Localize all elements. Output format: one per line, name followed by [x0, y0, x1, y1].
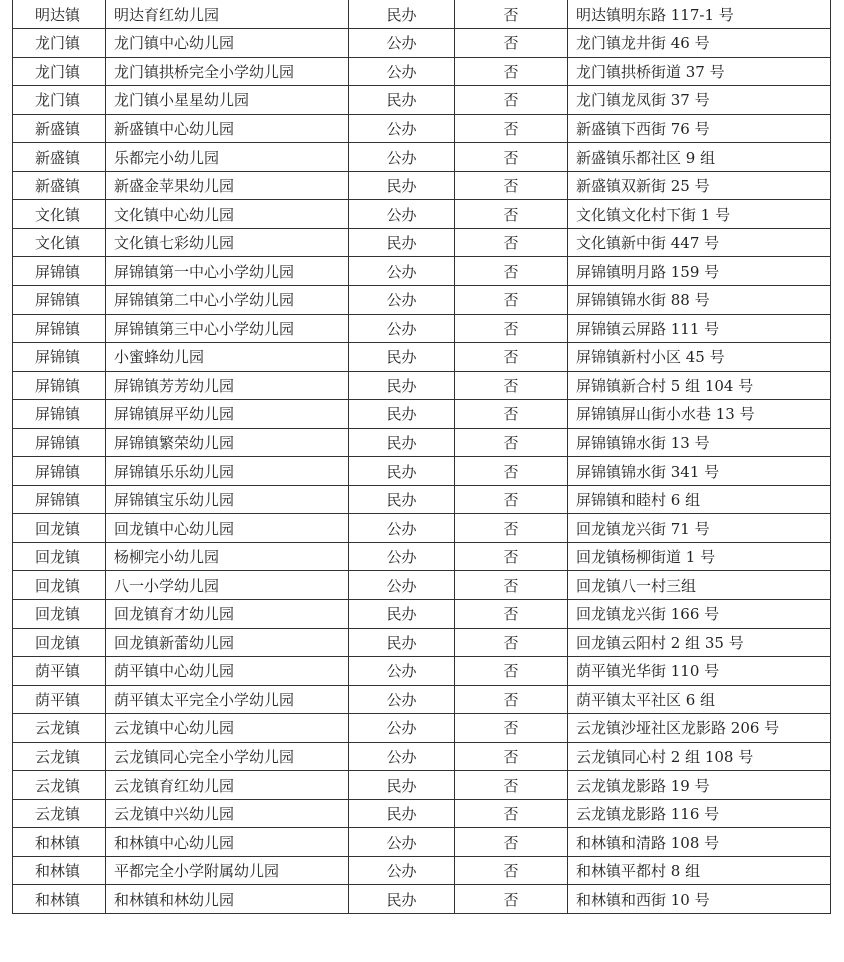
kindergarten-table-page: [12, 0, 830, 914]
table-row: [13, 828, 831, 857]
kindergarten-name-cell: 屏锦镇第二中心小学幼儿园: [106, 285, 349, 314]
status-cell: 否: [455, 799, 568, 828]
status-cell: 否: [455, 428, 568, 457]
town-cell: 新盛镇: [13, 143, 106, 172]
ownership-type-cell: 民办: [349, 371, 455, 400]
table-row: [13, 343, 831, 372]
kindergarten-name-cell: 龙门镇拱桥完全小学幼儿园: [106, 57, 349, 86]
ownership-type-cell: 公办: [349, 29, 455, 58]
town-cell: 云龙镇: [13, 799, 106, 828]
table-row: [13, 571, 831, 600]
address-cell: 龙门镇龙井街 46 号: [568, 29, 831, 58]
status-cell: 否: [455, 200, 568, 229]
table-row: [13, 856, 831, 885]
status-cell: 否: [455, 143, 568, 172]
table-row: [13, 228, 831, 257]
address-cell: 回龙镇龙兴街 166 号: [568, 599, 831, 628]
address-cell: 荫平镇光华街 110 号: [568, 657, 831, 686]
ownership-type-cell: 民办: [349, 885, 455, 914]
status-cell: 否: [455, 228, 568, 257]
town-cell: 回龙镇: [13, 599, 106, 628]
status-cell: 否: [455, 771, 568, 800]
table-body: [13, 0, 831, 914]
status-cell: 否: [455, 742, 568, 771]
status-cell: 否: [455, 599, 568, 628]
status-cell: 否: [455, 514, 568, 543]
address-cell: 新盛镇双新街 25 号: [568, 171, 831, 200]
status-cell: 否: [455, 571, 568, 600]
town-cell: 屏锦镇: [13, 485, 106, 514]
kindergarten-name-cell: 云龙镇同心完全小学幼儿园: [106, 742, 349, 771]
address-cell: 龙门镇拱桥街道 37 号: [568, 57, 831, 86]
table-row: [13, 171, 831, 200]
kindergarten-name-cell: 屏锦镇繁荣幼儿园: [106, 428, 349, 457]
table-row: [13, 657, 831, 686]
kindergarten-name-cell: 屏锦镇乐乐幼儿园: [106, 457, 349, 486]
town-cell: 龙门镇: [13, 57, 106, 86]
kindergarten-name-cell: 屏锦镇屏平幼儿园: [106, 400, 349, 429]
ownership-type-cell: 公办: [349, 542, 455, 571]
town-cell: 龙门镇: [13, 29, 106, 58]
town-cell: 新盛镇: [13, 171, 106, 200]
town-cell: 和林镇: [13, 856, 106, 885]
status-cell: 否: [455, 657, 568, 686]
address-cell: 和林镇和西街 10 号: [568, 885, 831, 914]
address-cell: 和林镇平都村 8 组: [568, 856, 831, 885]
status-cell: 否: [455, 485, 568, 514]
table-row: [13, 714, 831, 743]
address-cell: 龙门镇龙凤街 37 号: [568, 86, 831, 115]
kindergarten-name-cell: 屏锦镇第三中心小学幼儿园: [106, 314, 349, 343]
ownership-type-cell: 民办: [349, 771, 455, 800]
town-cell: 屏锦镇: [13, 428, 106, 457]
town-cell: 屏锦镇: [13, 314, 106, 343]
ownership-type-cell: 民办: [349, 171, 455, 200]
town-cell: 龙门镇: [13, 86, 106, 115]
kindergarten-name-cell: 荫平镇太平完全小学幼儿园: [106, 685, 349, 714]
address-cell: 屏锦镇屏山街小水巷 13 号: [568, 400, 831, 429]
address-cell: 回龙镇云阳村 2 组 35 号: [568, 628, 831, 657]
kindergarten-name-cell: 和林镇和林幼儿园: [106, 885, 349, 914]
table-row: [13, 314, 831, 343]
ownership-type-cell: 公办: [349, 685, 455, 714]
kindergarten-name-cell: 龙门镇中心幼儿园: [106, 29, 349, 58]
address-cell: 云龙镇同心村 2 组 108 号: [568, 742, 831, 771]
kindergarten-name-cell: 杨柳完小幼儿园: [106, 542, 349, 571]
status-cell: 否: [455, 114, 568, 143]
town-cell: 屏锦镇: [13, 457, 106, 486]
status-cell: 否: [455, 171, 568, 200]
kindergarten-name-cell: 乐都完小幼儿园: [106, 143, 349, 172]
ownership-type-cell: 民办: [349, 428, 455, 457]
table-row: [13, 114, 831, 143]
kindergarten-name-cell: 回龙镇育才幼儿园: [106, 599, 349, 628]
town-cell: 云龙镇: [13, 714, 106, 743]
status-cell: 否: [455, 828, 568, 857]
ownership-type-cell: 民办: [349, 628, 455, 657]
ownership-type-cell: 公办: [349, 657, 455, 686]
address-cell: 屏锦镇锦水街 341 号: [568, 457, 831, 486]
town-cell: 和林镇: [13, 885, 106, 914]
town-cell: 屏锦镇: [13, 400, 106, 429]
kindergarten-name-cell: 屏锦镇宝乐幼儿园: [106, 485, 349, 514]
status-cell: 否: [455, 885, 568, 914]
ownership-type-cell: 公办: [349, 114, 455, 143]
table-row: [13, 771, 831, 800]
table-row: [13, 29, 831, 58]
ownership-type-cell: 民办: [349, 599, 455, 628]
status-cell: 否: [455, 257, 568, 286]
town-cell: 回龙镇: [13, 542, 106, 571]
ownership-type-cell: 公办: [349, 742, 455, 771]
table-row: [13, 685, 831, 714]
ownership-type-cell: 公办: [349, 314, 455, 343]
address-cell: 屏锦镇和睦村 6 组: [568, 485, 831, 514]
town-cell: 新盛镇: [13, 114, 106, 143]
ownership-type-cell: 公办: [349, 514, 455, 543]
kindergarten-name-cell: 回龙镇中心幼儿园: [106, 514, 349, 543]
address-cell: 新盛镇下西街 76 号: [568, 114, 831, 143]
status-cell: 否: [455, 628, 568, 657]
status-cell: 否: [455, 314, 568, 343]
status-cell: 否: [455, 371, 568, 400]
kindergarten-name-cell: 屏锦镇第一中心小学幼儿园: [106, 257, 349, 286]
kindergarten-name-cell: 小蜜蜂幼儿园: [106, 343, 349, 372]
town-cell: 屏锦镇: [13, 371, 106, 400]
status-cell: 否: [455, 400, 568, 429]
ownership-type-cell: 公办: [349, 714, 455, 743]
ownership-type-cell: 公办: [349, 828, 455, 857]
town-cell: 回龙镇: [13, 514, 106, 543]
town-cell: 荫平镇: [13, 657, 106, 686]
table-row: [13, 285, 831, 314]
kindergarten-name-cell: 云龙镇中兴幼儿园: [106, 799, 349, 828]
kindergarten-name-cell: 新盛镇中心幼儿园: [106, 114, 349, 143]
ownership-type-cell: 民办: [349, 799, 455, 828]
status-cell: 否: [455, 542, 568, 571]
ownership-type-cell: 公办: [349, 57, 455, 86]
kindergarten-name-cell: 新盛金苹果幼儿园: [106, 171, 349, 200]
kindergarten-name-cell: 明达育红幼儿园: [106, 0, 349, 29]
kindergarten-name-cell: 文化镇中心幼儿园: [106, 200, 349, 229]
status-cell: 否: [455, 856, 568, 885]
table-row: [13, 428, 831, 457]
table-row: [13, 514, 831, 543]
table-row: [13, 371, 831, 400]
address-cell: 回龙镇杨柳街道 1 号: [568, 542, 831, 571]
status-cell: 否: [455, 57, 568, 86]
ownership-type-cell: 民办: [349, 86, 455, 115]
table-row: [13, 628, 831, 657]
table-row: [13, 799, 831, 828]
table-row: [13, 57, 831, 86]
ownership-type-cell: 民办: [349, 457, 455, 486]
town-cell: 屏锦镇: [13, 257, 106, 286]
ownership-type-cell: 民办: [349, 343, 455, 372]
table-row: [13, 86, 831, 115]
address-cell: 屏锦镇云屏路 111 号: [568, 314, 831, 343]
address-cell: 屏锦镇新合村 5 组 104 号: [568, 371, 831, 400]
table-row: [13, 599, 831, 628]
town-cell: 和林镇: [13, 828, 106, 857]
table-row: [13, 485, 831, 514]
kindergarten-table: [12, 0, 831, 914]
address-cell: 文化镇文化村下街 1 号: [568, 200, 831, 229]
kindergarten-name-cell: 龙门镇小星星幼儿园: [106, 86, 349, 115]
ownership-type-cell: 公办: [349, 143, 455, 172]
status-cell: 否: [455, 343, 568, 372]
table-row: [13, 400, 831, 429]
table-row: [13, 257, 831, 286]
address-cell: 云龙镇龙影路 116 号: [568, 799, 831, 828]
ownership-type-cell: 公办: [349, 285, 455, 314]
address-cell: 屏锦镇锦水街 88 号: [568, 285, 831, 314]
address-cell: 新盛镇乐都社区 9 组: [568, 143, 831, 172]
status-cell: 否: [455, 457, 568, 486]
table-row: [13, 143, 831, 172]
address-cell: 屏锦镇明月路 159 号: [568, 257, 831, 286]
address-cell: 荫平镇太平社区 6 组: [568, 685, 831, 714]
ownership-type-cell: 民办: [349, 228, 455, 257]
table-row: [13, 542, 831, 571]
kindergarten-name-cell: 云龙镇中心幼儿园: [106, 714, 349, 743]
status-cell: 否: [455, 285, 568, 314]
address-cell: 明达镇明东路 117-1 号: [568, 0, 831, 29]
ownership-type-cell: 民办: [349, 0, 455, 29]
address-cell: 云龙镇沙垭社区龙影路 206 号: [568, 714, 831, 743]
status-cell: 否: [455, 685, 568, 714]
kindergarten-name-cell: 平都完全小学附属幼儿园: [106, 856, 349, 885]
status-cell: 否: [455, 714, 568, 743]
town-cell: 回龙镇: [13, 571, 106, 600]
table-row: [13, 885, 831, 914]
address-cell: 和林镇和清路 108 号: [568, 828, 831, 857]
kindergarten-name-cell: 和林镇中心幼儿园: [106, 828, 349, 857]
town-cell: 文化镇: [13, 200, 106, 229]
town-cell: 文化镇: [13, 228, 106, 257]
address-cell: 屏锦镇锦水街 13 号: [568, 428, 831, 457]
town-cell: 荫平镇: [13, 685, 106, 714]
kindergarten-name-cell: 荫平镇中心幼儿园: [106, 657, 349, 686]
kindergarten-name-cell: 文化镇七彩幼儿园: [106, 228, 349, 257]
ownership-type-cell: 民办: [349, 485, 455, 514]
ownership-type-cell: 公办: [349, 257, 455, 286]
table-row: [13, 0, 831, 29]
ownership-type-cell: 民办: [349, 400, 455, 429]
town-cell: 明达镇: [13, 0, 106, 29]
kindergarten-name-cell: 回龙镇新蕾幼儿园: [106, 628, 349, 657]
kindergarten-name-cell: 八一小学幼儿园: [106, 571, 349, 600]
table-row: [13, 742, 831, 771]
ownership-type-cell: 公办: [349, 571, 455, 600]
ownership-type-cell: 公办: [349, 200, 455, 229]
status-cell: 否: [455, 86, 568, 115]
address-cell: 云龙镇龙影路 19 号: [568, 771, 831, 800]
ownership-type-cell: 公办: [349, 856, 455, 885]
town-cell: 回龙镇: [13, 628, 106, 657]
town-cell: 屏锦镇: [13, 285, 106, 314]
table-row: [13, 200, 831, 229]
kindergarten-name-cell: 屏锦镇芳芳幼儿园: [106, 371, 349, 400]
status-cell: 否: [455, 29, 568, 58]
address-cell: 文化镇新中街 447 号: [568, 228, 831, 257]
address-cell: 回龙镇八一村三组: [568, 571, 831, 600]
status-cell: 否: [455, 0, 568, 29]
town-cell: 云龙镇: [13, 742, 106, 771]
town-cell: 屏锦镇: [13, 343, 106, 372]
address-cell: 回龙镇龙兴街 71 号: [568, 514, 831, 543]
kindergarten-name-cell: 云龙镇育红幼儿园: [106, 771, 349, 800]
table-row: [13, 457, 831, 486]
town-cell: 云龙镇: [13, 771, 106, 800]
address-cell: 屏锦镇新村小区 45 号: [568, 343, 831, 372]
